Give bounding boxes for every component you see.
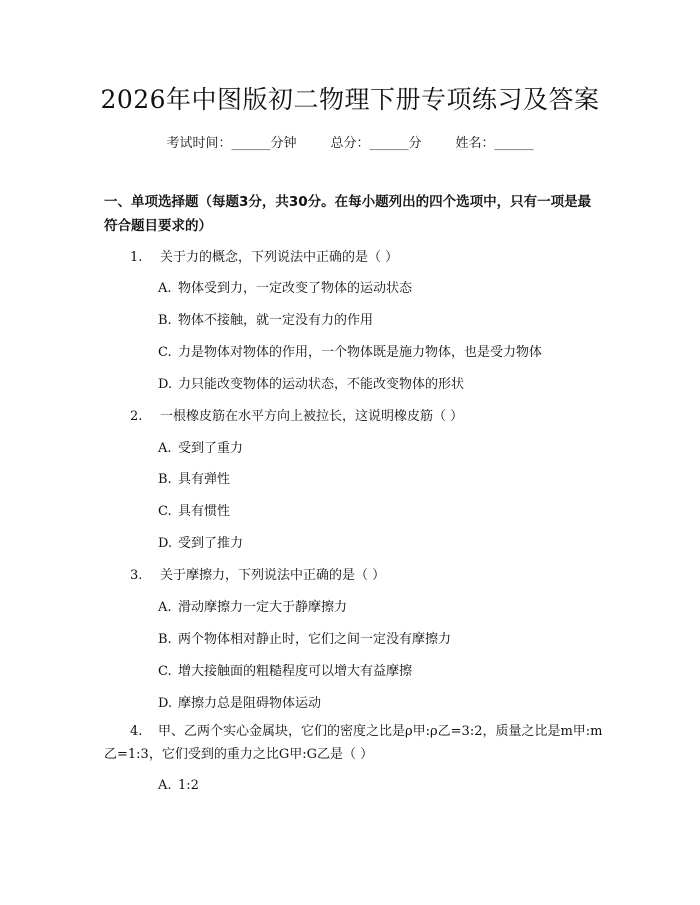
question-number: 2.	[130, 409, 143, 424]
question-2-option-d	[158, 532, 243, 551]
option-text: 两个物体相对静止时，它们之间一定没有摩擦力	[178, 632, 452, 647]
exam-time-label: 考试时间：______分钟	[166, 136, 297, 151]
option-text: 受到了重力	[178, 441, 244, 456]
question-3-option-d	[158, 692, 321, 711]
question-number: 3.	[130, 568, 143, 583]
question-text: 一根橡皮筋在水平方向上被拉长，这说明橡皮筋（ ）	[160, 409, 464, 424]
name-label: 姓名：______	[455, 136, 534, 151]
option-text: 滑动摩擦力一定大于静摩擦力	[178, 600, 348, 615]
question-4	[104, 720, 604, 766]
option-letter: C.	[158, 664, 172, 679]
question-1-option-b	[158, 309, 373, 328]
question-1-option-c	[158, 341, 542, 360]
exam-info	[0, 132, 700, 151]
option-letter: B.	[158, 472, 172, 487]
option-text: 摩擦力总是阻碍物体运动	[178, 696, 322, 711]
page-title: 2026年中图版初二物理下册专项练习及答案	[100, 85, 600, 114]
question-number: 4.	[130, 724, 143, 739]
option-text: 受到了推力	[178, 536, 244, 551]
option-text: 物体受到力，一定改变了物体的运动状态	[178, 281, 413, 296]
option-text: 增大接触面的粗糙程度可以增大有益摩擦	[178, 664, 413, 679]
total-score-label: 总分：______分	[330, 136, 422, 151]
option-text: 具有弹性	[178, 472, 231, 487]
option-letter: C.	[158, 345, 172, 360]
option-letter: B.	[158, 632, 172, 647]
option-letter: D.	[158, 536, 173, 551]
question-3-option-a	[158, 596, 347, 615]
option-text: 物体不接触，就一定没有力的作用	[178, 313, 374, 328]
section-header: 一、单项选择题（每题3分，共30分。在每小题列出的四个选项中，只有一项是最符合题目要求的）	[104, 194, 592, 234]
question-number: 1.	[130, 250, 143, 265]
question-text: 关于力的概念，下列说法中正确的是（ ）	[160, 250, 399, 265]
question-1	[130, 246, 398, 265]
option-letter: D.	[158, 377, 173, 392]
question-3-option-b	[158, 628, 451, 647]
question-2	[130, 405, 463, 424]
option-text: 力只能改变物体的运动状态，不能改变物体的形状	[178, 377, 465, 392]
option-letter: D.	[158, 696, 173, 711]
option-letter: A.	[158, 281, 172, 296]
question-3-option-c	[158, 660, 412, 679]
question-2-option-b	[158, 468, 230, 487]
option-letter: B.	[158, 313, 172, 328]
question-2-option-c	[158, 500, 230, 519]
question-1-option-a	[158, 277, 412, 296]
question-text: 甲、乙两个实心金属块，它们的密度之比是ρ甲:ρ乙=3:2，质量之比是m甲:m乙=1:3，它们受到的重力之比G甲:G乙是（ ）	[104, 724, 603, 762]
option-letter: C.	[158, 504, 172, 519]
question-1-option-d	[158, 373, 464, 392]
question-text: 关于摩擦力，下列说法中正确的是（ ）	[160, 568, 386, 583]
option-letter: A.	[158, 441, 172, 456]
option-letter: A.	[158, 778, 172, 793]
question-3	[130, 564, 385, 583]
option-letter: A.	[158, 600, 172, 615]
question-4-option-a	[158, 778, 199, 793]
option-text: 1:2	[178, 778, 199, 793]
option-text: 力是物体对物体的作用，一个物体既是施力物体，也是受力物体	[178, 345, 543, 360]
question-2-option-a	[158, 437, 243, 456]
option-text: 具有惯性	[178, 504, 231, 519]
